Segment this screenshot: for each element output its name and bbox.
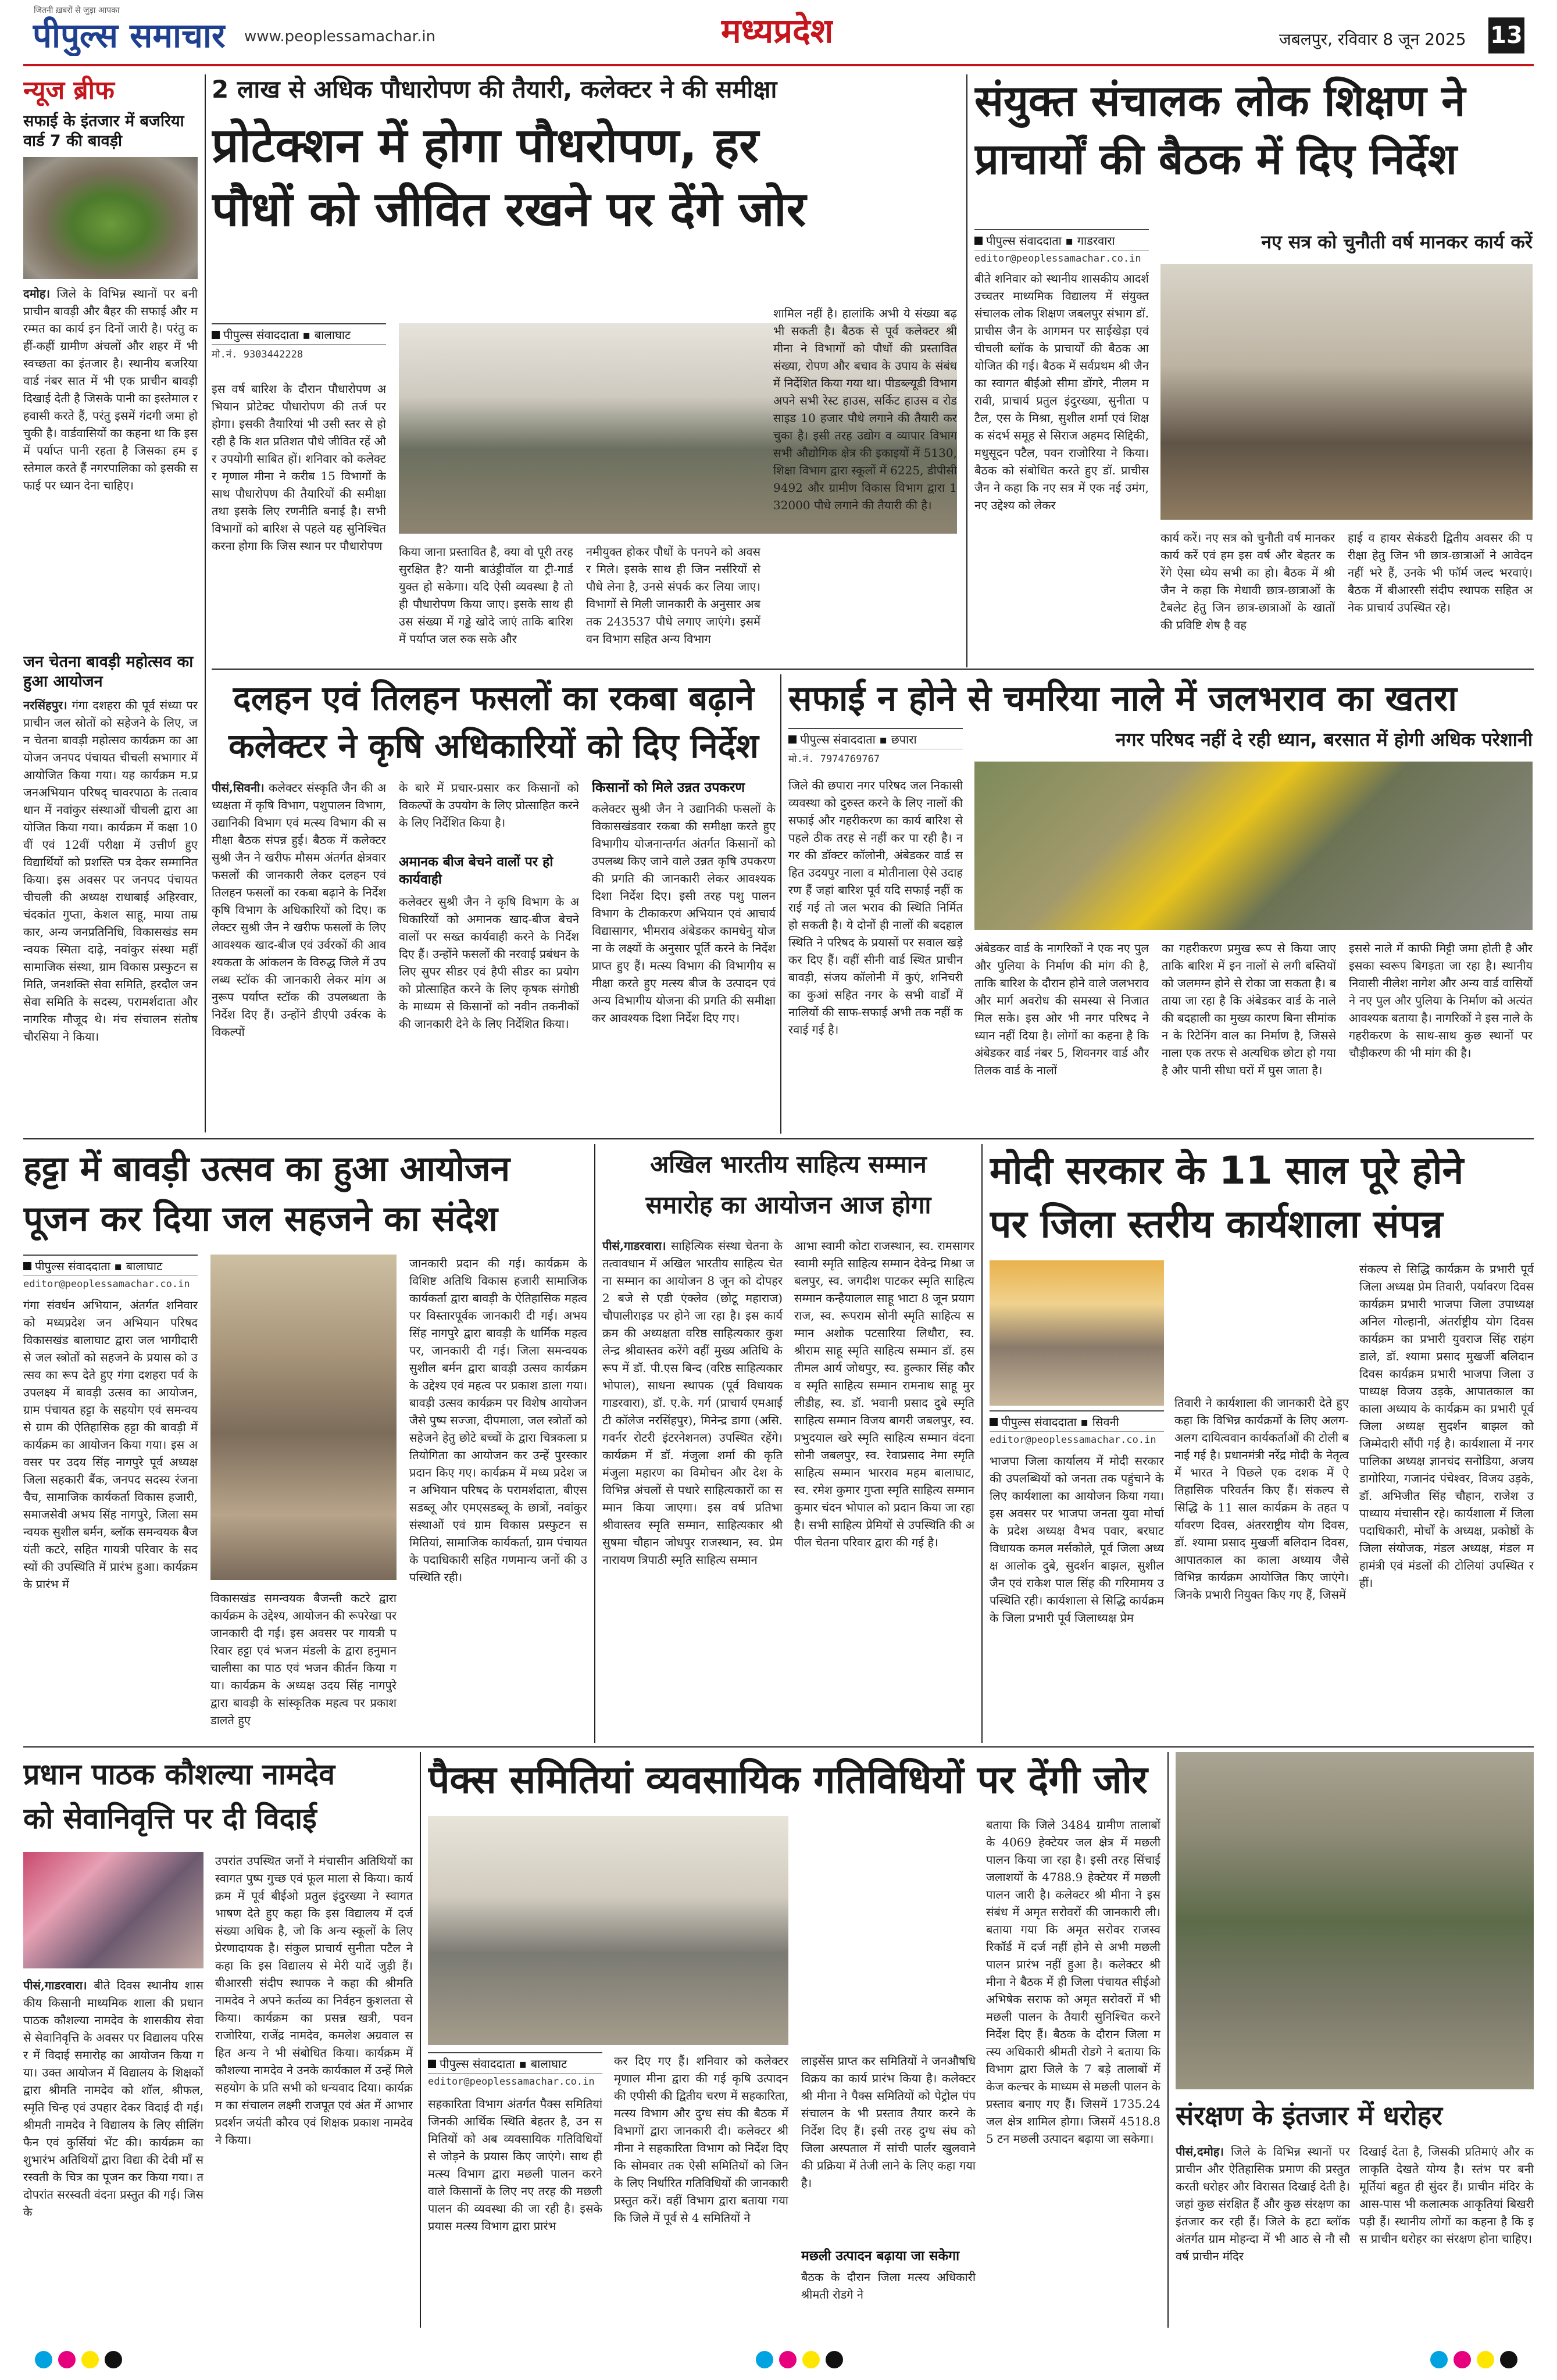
story5-email[interactable]: editor@peoplessamachar.co.in: [23, 1278, 190, 1290]
column-rule: [981, 1144, 983, 1743]
story4-mobile: मो.नं. 7974769767: [788, 753, 880, 765]
story-crops: [212, 674, 776, 1134]
story5-col3: जानकारी प्रदान की गई। कार्यक्रम के विशिष्ट अतिथि विकास हजारी सामाजिक कार्यकर्ता द्वारा बावड़ी के ऐतिहासिक महत्व पर विस्तारपूर्वक जानकारी दी गई। अभय सिंह नागपुरे द्वारा बावड़ी के धार्मिक महत्व पर, जानकारी दी गई। जिला समन्वयक सुशील बर्मन द्वारा बावड़ी उत्सव कार्यक्रम के उद्देश्य एवं महत्व पर प्रकाश डाला गया। बावड़ी उत्सव कार्यक्रम पर विशेष आयोजन जैसे पुष्प सज्जा, दीपमाला, जल स्त्रोतों को सहेजने हेतु छोटे बच्चों के द्वारा चित्रकला प्रतियोगिता का आयोजन कर उन्हें पुरस्कार प्रदान किए गए। कार्यक्रम में मध्य प्रदेश जन अभियान परिषद के परामर्शदाता, बीएससडब्लू और एमएसडब्लू के छात्रों, नवांकुर संस्थाओं एवं ग्राम विकास प्रस्फुटन समितियां, सामाजिक कार्यकर्ता, ग्राम पंचायत के पदाधिकारी सहित गणमान्य जनों की उपस्थिति रही।: [409, 1256, 587, 1584]
workshop-photo: [990, 1260, 1164, 1406]
story5-byline: पीपुल्स संवाददाता ▪ बालाघाट: [23, 1255, 198, 1276]
story2-deck: नए सत्र को चुनौती वर्ष मानकर कार्य करें: [1261, 231, 1533, 253]
cyan-mark: [756, 2351, 773, 2368]
brief-title: सफाई के इंतजार में बजरिया वार्ड 7 की बावड़ी: [23, 112, 184, 150]
story7-headline-2: पर जिला स्तरीय कार्यशाला संपन्न: [990, 1202, 1443, 1246]
story1-col4: शामिल नहीं है। हालांकि अभी ये संख्या बढ़ भी सकती है। बैठक से पूर्व कलेक्टर श्री मीना ने विभागों को पौधों की प्रस्तावित संख्या, रोपण और बचाव के उपाय के संबंध में निर्देशित किया गया था। पीडब्ल्यूडी विभाग अपने सभी रेस्ट हाउस, सर्किट हाउस व रोड साइड 10 हजार पौधे लगाने की तैयारी कर चुका है। इसी तरह उद्योग व व्यापार विभाग सभी औद्योगिक क्षेत्र की इकाइयों में 5130, शिक्षा विभाग द्वारा स्कूलों में 6225, डीपीसी 9492 और ग्रामीण विकास विभाग द्वारा 132000 पौधे लगाने की तैयारी की है।: [773, 306, 957, 512]
story4-col2: अंबेडकर वार्ड के नागरिकों ने एक नए पुल और पुलिया के निर्माण की मांग की है, ताकि बारिश के दौरान होने वाले जलभराव और मार्ग अवरोध की समस्या से निजात मिल सके। इस ओर भी नगर परिषद ने ध्यान नहीं दिया है। लोगों का कहना है कि अंबेडकर वार्ड नंबर 5, शिवनगर वार्ड और तिलक वार्ड के नालों: [974, 941, 1149, 1077]
column-rule: [594, 1144, 595, 1743]
story4-col4: इससे नाले में काफी मिट्टी जमा होती है और इसका स्वरूप बिगड़ता जा रहा है। स्थानीय निवासी नीलेश नागेश और अन्य वार्ड वासियों ने नए पुल और पुलिया के निर्माण को अत्यंत आवश्यक बताया है। नागरिकों ने इस नाले के गहरीकरण के साथ-साथ कुछ स्थानों पर चौड़ीकरण की भी मांग की है।: [1349, 941, 1533, 1060]
story-pacs: [428, 1752, 1160, 2333]
story7-byline: पीपुल्स संवाददाता ▪ सिवनी: [990, 1410, 1164, 1432]
story1-col3: नमीयुक्त होकर पौधों के पनपने को अवसर मिले। इसके साथ ही जिन नर्सरियों से पौधे लेना है, उनसे संपर्क कर लिया जाए। विभागों से मिली जानकारी के अनुसार अब तक 243537 पौधे लगाए जाएंगे। इसमें वन विभाग सहित अन्य विभाग: [586, 545, 760, 646]
story7-col2: संकल्प से सिद्धि कार्यक्रम के प्रभारी पूर्व जिला अध्यक्ष प्रेम तिवारी, पर्यावरण दिवस कार्यक्रम प्रभारी भाजपा जिला उपाध्यक्ष अनिल गोल्हानी, अंतर्राष्ट्रीय योग दिवस कार्यक्रम का प्रभारी युवराज सिंह राहंगडाले, डॉ. श्यामा प्रसाद मुखर्जी बलिदान दिवस कार्यक्रम प्रभारी भाजपा जिला उपाध्यक्ष विजय उड़के, आपातकाल का काला अध्याय के कार्यक्रम का प्रभारी पूर्व जिला अध्यक्ष सुदर्शन बाझल को जिम्मेदारी सौंपी गई है। कार्यशाला में नगर पालिका अध्यक्ष ज्ञानचंद सनोडिया, अजय डागोरिया, गजानंद पंचेश्वर, विजय उड़के, डॉ. अभिजीत सिंह चौहान, राजेश उपाध्याय मंचासीन रहे। कार्यशाला में जिला पदाधिकारी, मोर्चों के अध्यक्ष, प्रकोष्ठों के जिला संयोजक, मंडल अध्यक्ष, मंडल महामंत्री एवं मंडलों की टोलियां उपस्थित रहीं।: [1359, 1262, 1534, 1590]
story4-col3: का गहरीकरण प्रमुख रूप से किया जाए ताकि बारिश में इन नालों से लगी बस्तियों को जलमग्न होने से रोका जा सकता है। बताया जा रहा है कि अंबेडकर वार्ड के नाले की बदहाली का मुख्य कारण बिना सीमांकन के रिटेनिंग वाल का निर्माण है, जिससे नाला एक तरफ से अत्यधिक छोटा हो गया है और पानी सीधा घरों में घुस जाता है।: [1162, 941, 1336, 1077]
story3-col2b: कलेक्टर सुश्री जैन ने कृषि विभाग के अधिकारियों को अमानक खाद-बीज बेचने वालों पर सख्त कार्यवाही करने के निर्देश दिए हैं। उन्होंने फसलों की नरवाई प्रबंधन के लिए सुपर सीडर एवं हैपी सीडर का प्रयोग को प्रोत्साहित करने के लिए कृषक संगोष्ठी के माध्यम से किसानों को नवीन तकनीकों की जानकारी देने के लिए निर्देशित किया।: [399, 895, 579, 1031]
black-mark: [105, 2351, 122, 2368]
story4-byline: पीपुल्स संवाददाता ▪ छपारा: [788, 728, 963, 749]
column-rule: [966, 74, 967, 667]
story5-headline-2: पूजन कर दिया जल सहजने का संदेश: [23, 1199, 498, 1239]
yellow-mark: [802, 2351, 820, 2368]
principals-meeting-photo: [1160, 264, 1533, 520]
story2-col2: कार्य करें। नए सत्र को चुनौती वर्ष मानकर कार्य करें एवं हम इस वर्ष और बेहतर करेंगे ऐसा ध्येय सभी का हो। बैठक में श्री जैन ने कहा कि मेधावी छात्र-छात्राओं के टैबलेट हेतु जिन छात्र-छात्राओं के खातों की प्रविष्टि शेष है वह: [1160, 531, 1335, 632]
brief-text-2: गंगा दशहरा की पूर्व संध्या पर प्राचीन जल स्रोतों को सहेजने के लिए, जन चेतना बावड़ी महोत्सव कार्यक्रम का आयोजन जनपद पंचायत चीचली सभागार में आयोजित किया गया। यह कार्यक्रम म.प्र जनअभियान परिषद् चावरपाठा के तत्वावधान में नवांकुर संस्थाओं चीचली द्वारा आयोजित किया गया। कार्यक्रम में कक्षा 10वीं एवं 12वीं परीक्षा में उत्तीर्ण हुए विद्यार्थियों को प्रशस्ति पत्र देकर सम्मानित किया। इस अवसर पर जनपद पंचायत चीचली की अध्यक्ष राधाबाई अहिरवार, चंदकांत गुप्ता, केशल साहू, माया ताम्रकार, अन्य जनप्रतिनिधि, विकासखंड समन्वयक स्मिता दाढ़े, नवांकुर संस्था महीं सामाजिक संस्था, ग्राम विकास प्रस्फुटन समिति, जनशक्ति सेवा समिति, हरदौल जन सेवा समिति के सदस्य, परामर्शदाता और नागरिक मौजूद थे। मंच संचालन संतोष चौरसिया ने किया।: [23, 698, 198, 1044]
story-drain: [788, 674, 1533, 1134]
black-mark: [1500, 2351, 1517, 2368]
page-number: 13: [1488, 17, 1524, 53]
story1-col1: इस वर्ष बारिश के दौरान पौधारोपण अभियान प्रोटेक्ट पौधारोपण की तर्ज पर होगा। इसकी तैयारियां भी उसी स्तर से हो रही है कि शत प्रतिशत पौधे जीवित रहें और उपयोगी साबित हों। शनिवार को कलेक्टर मृणाल मीना ने करीब 15 विभागों के साथ पौधारोपण की तैयारियों की समीक्षा तथा इसके लिए रणनीति बनाई है। सभी विभागों को बारिश से पहले यह सुनिश्चित करना होगा कि जिस स्थान पर पौधारोपण: [212, 382, 386, 553]
story3-subhead-2: किसानों को मिले उन्नत उपकरण: [592, 780, 745, 795]
stepwell-festival-photo: [210, 1255, 397, 1580]
story8-col1: पीसं,गाडरवारा। बीते दिवस स्थानीय शासकीय किसानी माध्यमिक शाला की प्रधान पाठक कौशल्या नामदेव के शासकीय सेवा से सेवानिवृत्ति के अवसर पर विद्यालय परिसर में विदाई समारोह का आयोजन किया गया। उक्त आयोजन में विद्यालय के शिक्षकों द्वारा श्रीमति नामदेव को शॉल, श्रीफल, स्मृति चिन्ह एवं उपहार देकर विदाई दी गई। श्रीमती नामदेव ने विद्यालय के लिए सीलिंग फैन एवं कुर्सियां भेंट की। कार्यक्रम का शुभारंभ अतिथियों द्वारा विद्या की देवी माँ सरस्वती के चित्र का पूजन कर किया गया। तदोपरांत सरस्वती वंदना प्रस्तुत की गई। जिसके: [23, 1978, 203, 2219]
magenta-mark: [1454, 2351, 1471, 2368]
news-brief: [23, 74, 198, 1266]
registration-marks: [0, 2349, 1557, 2372]
story-heritage: [1176, 1752, 1534, 2333]
story1-kicker: 2 लाख से अधिक पौधारोपण की तैयारी, कलेक्टर ने की समीक्षा: [212, 75, 777, 103]
story2-headline-2: प्राचार्यों की बैठक में दिए निर्देश: [974, 134, 1457, 184]
story6-headline-2: समारोह का आयोजन आज होगा: [645, 1191, 931, 1219]
pacs-meeting-photo: [428, 1816, 788, 2045]
story4-headline: सफाई न होने से चमरिया नाले में जलभराव का खतरा: [788, 678, 1457, 719]
story9-col3: बताया कि जिले 3484 ग्रामीण तालाबों के 4069 हेक्टेयर जल क्षेत्र में मछली पालन किया जा रहा है। इसी तरह सिंचाई जलाशयों के 4788.9 हेक्टेयर में मछली पालन जारी है। कलेक्टर श्री मीना ने इस संबंध में अमृत सरोवरों की जानकारी ली। बताया गया कि अमृत सरोवर राजस्व रिकॉर्ड में दर्ज नहीं होने से अभी मछली पालन प्रारंभ नहीं हुआ है। कलेक्टर श्री मीना ने बैठक में ही जिला पंचायत सीईओ अभिषेक सराफ को अमृत सरोवरों में भी मछली पालन के तैयारी सुनिश्चित करने निर्देश दिए हैं। बैठक के दौरान जिला मत्स्य अधिकारी श्रीमती रोडगे ने बताया कि विभाग द्वारा जिले के 7 बड़े तालाबों में केज कल्चर के माध्यम से मछली पालन के प्रस्ताव बनाए गए हैं। जिसमें 1735.24 जल क्षेत्र शामिल होगा। जिसमें 4518.85 टन मछली उत्पादन बढ़ाया जा सकेगा।: [986, 1818, 1160, 2146]
story10-headline: संरक्षण के इंतजार में धरोहर: [1176, 2100, 1442, 2131]
story1-byline: पीपुल्स संवाददाता ▪ बालाघाट: [212, 323, 386, 345]
story9-headline: पैक्स समितियां व्यवसायिक गतिविधियों पर देंगी जोर: [428, 1757, 1148, 1802]
story2-col1: बीते शनिवार को स्थानीय शासकीय आदर्श उच्चतर माध्यमिक विद्यालय में संयुक्त संचालक लोक शिक्षण जबलपुर संभाग डॉ. प्राचीस जैन के आगमन पर साईखेड़ा एवं चीचली ब्लॉक के प्राचार्यों की बैठक आयोजित की गई। बैठक में सर्वप्रथम श्री जैन का स्वागत बीईओ सीमा डोंगरे, नीलम मरावी, प्राचार्य प्रतुल इंदुरख्या, सुनीता पटैल, एस के मिश्रा, सुशील शर्मा एवं शिक्षक संदर्भ समूह से सिराज अहमद सिद्दिकी, मधुसूदन पटैल, पवन राजोरिया ने किया। बैठक को संबोधित करते हुए डॉ. प्राचीस जैन ने कहा कि नए सत्र में एक नई उमंग, नए उद्देश्य को लेकर: [974, 271, 1149, 512]
story2-email[interactable]: editor@peoplessamachar.co.in: [974, 253, 1141, 265]
story7-col1top: तिवारी ने कार्यशाला की जानकारी देते हुए कहा कि विभिन्न कार्यक्रमों के लिए अलग-अलग दायित्ववान कार्यकर्ताओं की टोली बनाई गई है। प्रधानमंत्री नरेंद्र मोदी के नेतृत्व में भारत ने पिछले एक दशक में ऐतिहासिक परिवर्तन किए हैं। संकल्प से सिद्धि के 11 साल कार्यक्रम के तहत पर्यावरण दिवस, अंतरराष्ट्रीय योग दिवस, डॉ. श्यामा प्रसाद मुखर्जी बलिदान दिवस, आपातकाल का काला अध्याय जैसे विभिन्न कार्यक्रम आयोजित किए जाएंगे। जिनके प्रभारी नियुक्त किए गए हैं, जिसमें: [1174, 1396, 1349, 1602]
brief-label: न्यूज ब्रीफ: [23, 76, 115, 105]
magenta-mark: [58, 2351, 76, 2368]
story1-mobile: मो.नं. 9303442228: [212, 349, 303, 360]
dateline: जबलपुर, रविवार 8 जून 2025: [1279, 30, 1466, 49]
story5-col1: गंगा संवर्धन अभियान, अंतर्गत शनिवार को मध्यप्रदेश जन अभियान परिषद विकासखंड बालाघाट द्वारा जल भागीदारी से जल स्त्रोतों को सहजने के प्रयास को उत्सव का रूप देते हुए गंगा दशहरा पर्व के उपलक्ष्य में बावड़ी उत्सव का आयोजन, ग्राम पंचायत हट्टा के सहयोग एवं समन्वय से ग्राम की ऐतिहासिक हट्टा की बावड़ी में कार्यक्रम का आयोजन किया गया। इस अवसर पर उदय सिंह नागपुरे पूर्व अध्यक्ष जिला सहकारी बैंक, जनपद सदस्य रंजना चैच, सामाजिक कार्यकर्ता विकास हजारी, समाजसेवी अभय सिंह नागपुरे, जिला समन्वयक सुशील बर्मन, ब्लॉक समन्वयक बैजयंती कटरे, सहित गायत्री परिवार के सदस्यों की उपस्थिति में प्रारंभ हुआ। कार्यक्रम के प्रारंभ में: [23, 1298, 198, 1591]
story-literature: [602, 1144, 974, 1737]
section-rule: [212, 669, 1534, 670]
brief-dateline: दमोह।: [23, 287, 50, 301]
brief-body: [23, 285, 198, 645]
story9-subhead: मछली उत्पादन बढ़ाया जा सकेगा: [801, 2249, 960, 2264]
story6-col1: पीसं,गाडरवारा। साहित्यिक संस्था चेतना के तत्वावधान में अखिल भारतीय साहित्य चेतना सम्मान का आयोजन 8 जून को दोपहर 2 बजे से एडी एंक्लेव (छोटू महाराज) चौपालीराइड पर होने जा रहा है। इस कार्यक्रम की अध्यक्षता वरिष्ठ साहित्यकार कुशलेन्द्र श्रीवास्तव करेंगे वहीं मुख्य अतिथि के रूप में डॉ. पी.एस बिन्द (वरिष्ठ साहित्यकार भोपाल), साधना स्थापक (पूर्व विधायक गाडरवारा), डॉ. ए.के. गर्ग (प्राचार्य एमआईटी कॉलेज नरसिंहपुर), मिनेन्द्र डागा (असि. गवर्नर रोटरी इंटरनेशनल) उपस्थित रहेंगे। कार्यक्रम में डॉ. मंजुला शर्मा की कृति मंजुला महारण का विमोचन और देश के विभिन्न अंचलों से पधारे साहित्यकारों का सम्मान किया जाएगा। इस वर्ष प्रतिभा श्रीवास्तव स्मृति सम्मान, साहित्यकार श्री सुषमा चौहान जोधपुर राजस्थान, स्व. प्रेमनारायण त्रिपाठी स्मृति साहित्य सम्मान: [602, 1239, 783, 1567]
story1-col2: किया जाना प्रस्तावित है, क्या वो पूरी तरह सुरक्षित है? यानी बाउंड्रीवॉल या ट्री-गार्ड युक्त हो सकेगा। यदि ऐसी व्यवस्था है तो ही पौधारोपण किया जाए। इसके साथ ही उस संख्या में गड्ढे खोदे जाएं ताकि बारिश में पर्याप्त जल रुक सके और: [399, 545, 573, 646]
story10-col1: पीसं,दमोह। जिले के विभिन्न स्थानों पर प्राचीन और ऐतिहासिक प्रमाण की प्रस्तुत करती धरोहर और विरासत दिखाई देती है। जहां कुछ संरक्षित हैं और कुछ संरक्षण का इंतजार कर रही हैं। जिले के हटा ब्लॉक अंतर्गत ग्राम मोहन्दा में भी आठ से नौ सौ वर्ष प्राचीन मंदिर: [1176, 2145, 1350, 2263]
brand-tagline: जितनी ख़बरों से जुड़ा आपका: [34, 6, 120, 15]
story8-headline-2: को सेवानिवृत्ति पर दी विदाई: [23, 1802, 317, 1835]
story10-col2: दिखाई देता है, जिसकी प्रतिमाएं और कलाकृति देखते योग्य है। स्तंभ पर बनी मूर्तियां बहुत ही सुंदर हैं। प्राचीन मंदिर के आस-पास भी कलात्मक आकृतियां बिखरी पड़ी हैं। स्थानीय लोगों का कहना है कि इस प्राचीन धरोहर का संरक्षण होना चाहिए।: [1359, 2145, 1534, 2246]
story5-col2: विकासखंड समन्वयक बैजन्ती कटरे द्वारा कार्यक्रम के उद्देश्य, आयोजन की रूपरेखा पर जानकारी दी गई। इस अवसर पर गायत्री परिवार हट्टा एवं भजन मंडली के द्वारा हनुमान चालीसा का पाठ एवं भजन कीर्तन किया गया। कार्यक्रम के अध्यक्ष उदय सिंह नागपुरे द्वारा बावड़ी के सांस्कृतिक महत्व पर प्रकाश डालते हुए: [210, 1591, 397, 1727]
story8-headline-1: प्रधान पाठक कौशल्या नामदेव: [23, 1757, 335, 1791]
story3-col2a: के बारे में प्रचार-प्रसार कर किसानों को विकल्पों के उपयोग के लिए प्रोत्साहित करने के लिए निर्देशित किया है।: [399, 781, 579, 830]
brief-title-2: जन चेतना बावड़ी महोत्सव का हुआ आयोजन: [23, 653, 194, 691]
column-rule: [780, 674, 781, 1134]
story3-headline-2: कलेक्टर ने कृषि अधिकारियों को दिए निर्देश: [228, 726, 759, 766]
masthead: [0, 0, 1557, 69]
story2-col3: हाई व हायर सेकंडरी द्वितीय अवसर की परीक्षा हेतु जिन भी छात्र-छात्राओं ने आवेदन नहीं भरे हैं, उनके भी फॉर्म जल्द भरवाएं। बैठक में बीआरसी संदीप स्थापक सहित अनेक प्राचार्य उपस्थित रहे।: [1348, 531, 1533, 614]
story9-col1a: कर दिए गए हैं। शनिवार को कलेक्टर मृणाल मीना द्वारा की गई कृषि उत्पादन की एपीसी की द्वितीय चरण में सहकारिता, मत्स्य विभाग और दुग्ध संघ की बैठक में विभागों द्वारा जानकारी दी। कलेक्टर श्री मीना ने सहकारिता विभाग को निर्देश दिए कि सोमवार तक ऐसी समितियों को जिनके लिए निर्धारित गतिविधियों की जानकारी प्रस्तुत करें। वहीं विभाग द्वारा बताया गया कि जिले में पूर्व से 4 समितियों ने: [614, 2054, 788, 2225]
story2-headline-1: संयुक्त संचालक लोक शिक्षण ने: [974, 76, 1466, 126]
story5-headline-1: हट्टा में बावड़ी उत्सव का हुआ आयोजन: [23, 1149, 510, 1189]
story9-col1: सहकारिता विभाग अंतर्गत पैक्स समितियां जिनकी आर्थिक स्थिति बेहतर है, उन समितियों को अब व्यवसायिक गतिविधियों से जोड़ने के प्रयास किए जाएंगे। साथ ही मत्स्य विभाग द्वारा मछली पालन करने वाले किसानों के लिए नए तरह की मछली पालन की व्यवस्था की जा रही है। इसके प्रयास मत्स्य विभाग द्वारा प्रारंभ: [428, 2097, 602, 2233]
story9-col2: लाइसेंस प्राप्त कर समितियों ने जनऔषधि विक्रय का कार्य प्रारंभ किया है। कलेक्टर श्री मीना ने पैक्स समितियों को पेट्रोल पंप संचालन के भी प्रस्ताव तैयार करने के निर्देश दिए हैं। इसी तरह दुग्ध संघ को जिला अस्पताल में सांची पार्लर खुलवाने की प्रक्रिया में तेजी लाने के लिए कहा गया है।: [801, 2054, 976, 2190]
story-principals: [974, 72, 1533, 665]
section-rule: [23, 1746, 1534, 1748]
story-workshop: [990, 1144, 1534, 1737]
story7-col1: भाजपा जिला कार्यालय में मोदी सरकार की उपलब्धियों को जनता तक पहुंचाने के लिए कार्यशाला का आयोजन किया गया। इस अवसर पर भाजपा जनता युवा मोर्चा के प्रदेश अध्यक्ष वैभव पवार, बरघाट विधायक कमल मर्सकोले, पूर्व जिला अध्यक्ष आलोक दुबे, सुदर्शन बाझल, सुशील जैन एवं राकेश पाल सिंह की गरिमामय उपस्थिति रही। कार्यशाला से सिद्धि कार्यक्रम के जिला प्रभारी पूर्व जिलाध्यक्ष प्रेम: [990, 1454, 1164, 1625]
story4-deck: नगर परिषद नहीं दे रही ध्यान, बरसात में होगी अधिक परेशानी: [1115, 728, 1533, 751]
story1-headline-1: प्रोटेक्शन में होगा पौधरोपण, हर: [212, 118, 759, 173]
heritage-temple-photo: [1176, 1752, 1534, 2089]
column-rule: [1167, 1752, 1169, 2328]
column-rule: [205, 74, 206, 1132]
yellow-mark: [81, 2351, 99, 2368]
story7-headline-1: मोदी सरकार के 11 साल पूरे होने: [990, 1148, 1464, 1193]
section-rule: [23, 1138, 1534, 1139]
story6-col2: आभा स्वामी कोटा राजस्थान, स्व. रामसागर स्वामी स्मृति साहित्य सम्मान देवेन्द्र मिश्रा जबलपुर, स्व. जगदीश पाटकर स्मृति साहित्य सम्मान कन्हैयालाल साहू भाटा 8 जून प्रयागराज, स्व. रूपराम सोनी स्मृति साहित्य सम्मान अशोक पटसारिया लिधौरा, स्व. श्रीराम साहू स्मृति साहित्य सम्मान डॉ. हसतीमल आर्य जोधपुर, स्व. हुल्कार सिंह कौरव स्मृति साहित्य सम्मान रामनाथ साहू मुरलीडीह, स्व. डॉ. भवानी प्रसाद दुबे स्मृति साहित्य सम्मान विजय बागरी जबलपुर, स्व. प्रभुदयाल खरे स्मृति साहित्य सम्मान वंदना सोनी जबलपुर, स्व. रेवाप्रसाद नेमा स्मृति साहित्य सम्मान भारराव महम बालाघाट, स्व. रमेश कुमार गुप्ता स्मृति साहित्य सम्मान कुमार चंदन भोपाल को प्रदान किया जा रहा है। सभी साहित्य प्रेमियों से उपस्थिति की अपील चेतना परिवार द्वारा की गई है।: [794, 1239, 974, 1549]
story9-email[interactable]: editor@peoplessamachar.co.in: [428, 2076, 595, 2088]
story3-col3: कलेक्टर सुश्री जैन ने उद्यानिकी फसलों के विकासखंडवार रकबा की समीक्षा करते हुए विभागीय योजनान्तर्गत अंतर्गत किसानों को उपलब्ध किए जाने वाले उन्नत कृषि उपकरण की प्रगति की जानकारी लेकर आवश्यक दिशा निर्देश दिए। इसी तरह पशु पालन विभाग के टीकाकरण अभियान एवं आचार्य विद्यासागर, भीमराव अंबेडकर कामधेनु योजना के लक्ष्यों के अनुसार पूर्ति करने के निर्देश प्राप्त हुए हैं। मत्स्य विभाग की विभागीय समीक्षा करते हुए मत्स्य बीज के उत्पादन एवं अन्य विभागीय योजना की प्रगति की समीक्षा कर आवश्यक दिशा निर्देश दिए गए।: [592, 802, 776, 1025]
story6-headline-1: अखिल भारतीय साहित्य सम्मान: [650, 1150, 927, 1178]
brief-dateline-2: नरसिंहपुर।: [23, 698, 67, 712]
brief-text: जिले के विभिन्न स्थानों पर बनी प्राचीन बावड़ी और बैहर की सफाई और मरम्मत का कार्य इन दिनों जारी है। परंतु कहीं-कहीं ग्रामीण अंचलों और शहर में भी स्वच्छता का इंतजार है। स्थानीय बजरिया वार्ड नंबर सात में भी एक प्राचीन बावड़ी दिखाई देती है जिसके पानी का इस्तेमाल रहवासी करते हैं, परंतु इसमें गंदगी जमा हो चुकी है। वार्डवासियों का कहना था कि इसमें पर्याप्त पानी रहता है जिसका हम इस्तेमाल करते हैं नगरपालिका को इसकी सफाई पर ध्यान देना चाहिए।: [23, 287, 198, 492]
story3-col1: पीसं,सिवनी। कलेक्टर संस्कृति जैन की अध्यक्षता में कृषि विभाग, पशुपालन विभाग, उद्यानिकी विभाग एवं मत्स्य विभाग की समीक्षा बैठक संपन्न हुई। बैठक में कलेक्टर सुश्री जैन ने खरीफ मौसम अंतर्गत क्षेत्रवार फसलों की जानकारी लेकर दलहन एवं तिलहन फसलों का रकबा बढ़ाने के निर्देश कृषि विभाग के अधिकारियों को दिए। कलेक्टर सुश्री जैन ने खरीफ फसलों के लिए आवश्यक खाद-बीज एवं उर्वरकों की आवश्यकता के आंकलन के विरुद्ध जिले में उपलब्ध स्टॉक की जानकारी लेकर मांग अनुरूप पर्याप्त स्टॉक की उपलब्धता के निर्देश दिए हैं। उन्होंने डीएपी उर्वरक के विकल्पों: [212, 781, 386, 1039]
story2-byline: पीपुल्स संवाददाता ▪ गाडरवारा: [974, 229, 1149, 251]
column-rule: [420, 1752, 421, 2328]
brand-logo: पीपुल्स समाचार: [33, 16, 226, 55]
cyan-mark: [1430, 2351, 1448, 2368]
stepwell-photo: [23, 157, 198, 279]
story8-col2: उपरांत उपस्थित जनों ने मंचासीन अतिथियों का स्वागत पुष्प गुच्छ एवं फूल माला से किया। कार्यक्रम में पूर्व बीईओ प्रतुल इंदुरख्या ने स्वागत भाषण देते हुए कहा कि इस विद्यालय में दर्ज संख्या अधिक है, जो कि अन्य स्कूलों के लिए प्रेरणादायक है। संकुल प्राचार्य सुनीता पटैल ने कहा कि इस विद्यालय से मेरी यादें जुड़ी हैं। बीआरसी संदीप स्थापक ने कहा की श्रीमति नामदेव ने अपने कर्तव्य का निर्वहन कुशलता से किया। कार्यक्रम का प्रसन्न खत्री, पवन राजोरिया, राजेंद्र नामदेव, कमलेश अग्रवाल सहित अन्य ने भी संबोधित किया। कार्यक्रम में कौशल्या नामदेव ने उनके कार्यकाल में उन्हें मिले सहयोग के प्रति सभी को धन्यवाद दिया। कार्यक्रम का संचालन लक्ष्मी राजपूत एवं अंत में आभार प्रदर्शन जयंती कौरव एवं शिक्षक प्रकाश नामदेव ने किया।: [215, 1854, 413, 2147]
story-stepwell: [23, 1144, 587, 1737]
story3-headline-1: दलहन एवं तिलहन फसलों का रकबा बढ़ाने: [233, 678, 755, 718]
story7-email[interactable]: editor@peoplessamachar.co.in: [990, 1434, 1156, 1446]
black-mark: [826, 2351, 843, 2368]
story4-col1: जिले की छपारा नगर परिषद जल निकासी व्यवस्था को दुरुस्त करने के लिए नालों की सफाई और गहरीकरण का कार्य बारिश से पहले ठीक तरह से नहीं कर पा रही है। नगर की डॉक्टर कॉलोनी, अंबेडकर वार्ड सहित उदयपुर नाला व मोतीनाला ऐसे उदाहरण हैं जहां बारिश पूर्व यदि सफाई नहीं कराई गई तो जल भराव की स्थिति निर्मित हो सकती है। ये दोनों ही नालों की बदहाल स्थिति ने परिषद के प्रयासों पर सवाल खड़े कर दिए हैं। वहीं सीनी वार्ड स्थित प्राचीन बावड़ी, संजय कॉलोनी में कुएं, शनिचरी का कुआं सहित नगर के सभी वार्डों में नालियों की साफ-सफाई अभी तक नहीं करवाई गई है।: [788, 778, 963, 1037]
story-retirement: [23, 1752, 413, 2333]
section-title: मध्यप्रदेश: [721, 11, 834, 51]
website-url[interactable]: www.peoplessamachar.in: [244, 28, 436, 45]
story1-headline-2: पौधों को जीवित रखने पर देंगे जोर: [212, 182, 806, 237]
story-plantation: [212, 72, 962, 665]
story9-byline: पीपुल्स संवाददाता ▪ बालाघाट: [428, 2052, 602, 2074]
story3-subhead-1: अमानक बीज बेचने वालों पर हो कार्यवाही: [399, 855, 553, 887]
retirement-photo: [23, 1852, 203, 1968]
yellow-mark: [1477, 2351, 1494, 2368]
cyan-mark: [35, 2351, 52, 2368]
masthead-rule: [23, 64, 1534, 66]
drain-excavator-photo: [974, 762, 1533, 930]
story9-col2b: बैठक के दौरान जिला मत्स्य अधिकारी श्रीमती रोडगे ने: [801, 2270, 976, 2302]
magenta-mark: [779, 2351, 797, 2368]
